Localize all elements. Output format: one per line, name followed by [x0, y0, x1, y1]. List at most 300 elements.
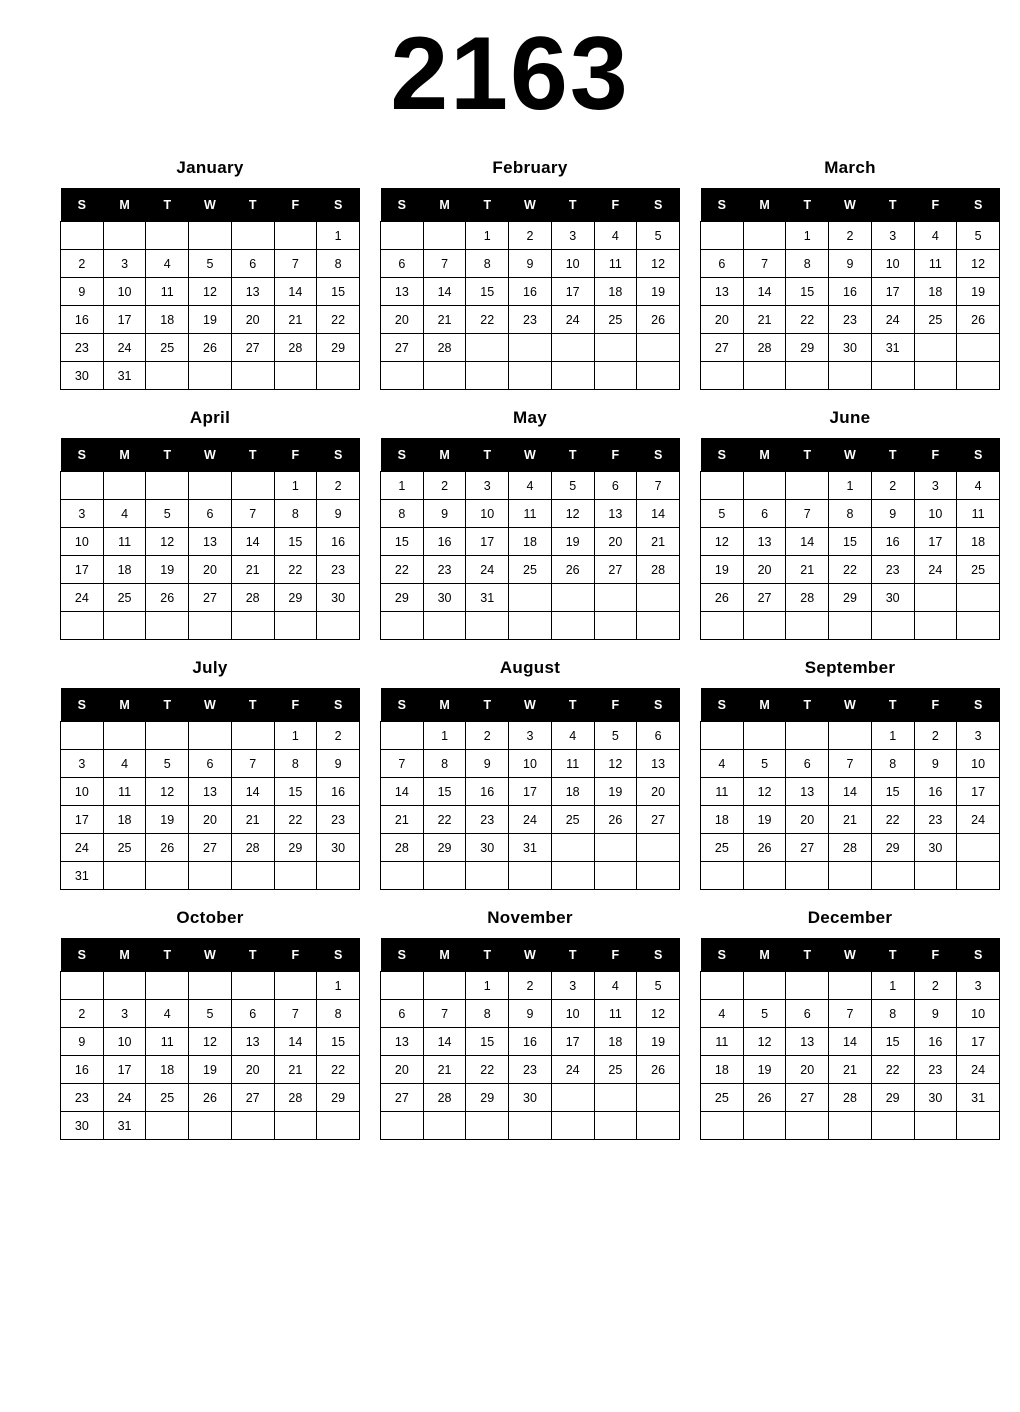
day-cell[interactable]: 17	[551, 1028, 594, 1056]
day-cell[interactable]: 16	[466, 778, 509, 806]
day-cell[interactable]: 11	[701, 778, 744, 806]
day-cell[interactable]: 14	[743, 278, 786, 306]
day-cell[interactable]: 3	[957, 722, 1000, 750]
day-cell[interactable]: 18	[914, 278, 957, 306]
day-cell[interactable]: 21	[743, 306, 786, 334]
day-cell[interactable]: 31	[103, 362, 146, 390]
day-cell[interactable]: 18	[551, 778, 594, 806]
day-cell[interactable]: 26	[637, 1056, 680, 1084]
day-cell[interactable]: 31	[871, 334, 914, 362]
day-cell[interactable]: 24	[871, 306, 914, 334]
day-cell[interactable]: 8	[317, 1000, 360, 1028]
day-cell[interactable]: 30	[423, 584, 466, 612]
day-cell[interactable]: 14	[423, 278, 466, 306]
day-cell[interactable]: 17	[957, 778, 1000, 806]
day-cell[interactable]: 8	[466, 1000, 509, 1028]
day-cell[interactable]: 3	[466, 472, 509, 500]
day-cell[interactable]: 30	[509, 1084, 552, 1112]
day-cell[interactable]: 15	[829, 528, 872, 556]
day-cell[interactable]: 6	[189, 500, 232, 528]
day-cell[interactable]: 24	[103, 334, 146, 362]
day-cell[interactable]: 14	[381, 778, 424, 806]
day-cell[interactable]: 17	[509, 778, 552, 806]
day-cell[interactable]: 14	[829, 778, 872, 806]
day-cell[interactable]: 7	[423, 250, 466, 278]
day-cell[interactable]: 20	[594, 528, 637, 556]
day-cell[interactable]: 20	[381, 306, 424, 334]
day-cell[interactable]: 26	[146, 834, 189, 862]
day-cell[interactable]: 4	[701, 750, 744, 778]
day-cell[interactable]: 19	[637, 1028, 680, 1056]
day-cell[interactable]: 11	[957, 500, 1000, 528]
day-cell[interactable]: 28	[786, 584, 829, 612]
day-cell[interactable]: 15	[423, 778, 466, 806]
day-cell[interactable]: 28	[231, 834, 274, 862]
day-cell[interactable]: 29	[274, 584, 317, 612]
day-cell[interactable]: 19	[743, 806, 786, 834]
day-cell[interactable]: 20	[701, 306, 744, 334]
day-cell[interactable]: 27	[189, 834, 232, 862]
day-cell[interactable]: 7	[231, 750, 274, 778]
day-cell[interactable]: 17	[914, 528, 957, 556]
day-cell[interactable]: 4	[701, 1000, 744, 1028]
day-cell[interactable]: 28	[637, 556, 680, 584]
day-cell[interactable]: 29	[423, 834, 466, 862]
day-cell[interactable]: 19	[189, 1056, 232, 1084]
day-cell[interactable]: 28	[423, 334, 466, 362]
day-cell[interactable]: 25	[103, 584, 146, 612]
day-cell[interactable]: 23	[829, 306, 872, 334]
day-cell[interactable]: 20	[743, 556, 786, 584]
day-cell[interactable]: 28	[829, 834, 872, 862]
day-cell[interactable]: 6	[637, 722, 680, 750]
day-cell[interactable]: 28	[829, 1084, 872, 1112]
day-cell[interactable]: 18	[103, 556, 146, 584]
day-cell[interactable]: 27	[381, 334, 424, 362]
day-cell[interactable]: 11	[103, 528, 146, 556]
day-cell[interactable]: 3	[103, 250, 146, 278]
day-cell[interactable]: 5	[146, 750, 189, 778]
day-cell[interactable]: 22	[466, 306, 509, 334]
day-cell[interactable]: 26	[637, 306, 680, 334]
day-cell[interactable]: 30	[829, 334, 872, 362]
day-cell[interactable]: 10	[61, 528, 104, 556]
day-cell[interactable]: 14	[274, 1028, 317, 1056]
day-cell[interactable]: 7	[231, 500, 274, 528]
day-cell[interactable]: 16	[829, 278, 872, 306]
day-cell[interactable]: 10	[509, 750, 552, 778]
day-cell[interactable]: 24	[957, 806, 1000, 834]
day-cell[interactable]: 29	[381, 584, 424, 612]
day-cell[interactable]: 20	[231, 1056, 274, 1084]
day-cell[interactable]: 26	[189, 334, 232, 362]
day-cell[interactable]: 10	[957, 1000, 1000, 1028]
day-cell[interactable]: 24	[551, 1056, 594, 1084]
day-cell[interactable]: 11	[594, 250, 637, 278]
day-cell[interactable]: 24	[551, 306, 594, 334]
day-cell[interactable]: 11	[146, 1028, 189, 1056]
day-cell[interactable]: 21	[786, 556, 829, 584]
day-cell[interactable]: 5	[637, 972, 680, 1000]
day-cell[interactable]: 19	[189, 306, 232, 334]
day-cell[interactable]: 23	[509, 1056, 552, 1084]
day-cell[interactable]: 18	[701, 806, 744, 834]
day-cell[interactable]: 12	[551, 500, 594, 528]
day-cell[interactable]: 5	[743, 750, 786, 778]
day-cell[interactable]: 24	[103, 1084, 146, 1112]
day-cell[interactable]: 3	[871, 222, 914, 250]
day-cell[interactable]: 23	[423, 556, 466, 584]
day-cell[interactable]: 12	[146, 528, 189, 556]
day-cell[interactable]: 22	[786, 306, 829, 334]
day-cell[interactable]: 3	[914, 472, 957, 500]
day-cell[interactable]: 24	[61, 584, 104, 612]
day-cell[interactable]: 31	[957, 1084, 1000, 1112]
day-cell[interactable]: 23	[317, 556, 360, 584]
day-cell[interactable]: 23	[61, 1084, 104, 1112]
day-cell[interactable]: 3	[957, 972, 1000, 1000]
day-cell[interactable]: 12	[957, 250, 1000, 278]
day-cell[interactable]: 19	[957, 278, 1000, 306]
day-cell[interactable]: 18	[594, 278, 637, 306]
day-cell[interactable]: 18	[594, 1028, 637, 1056]
day-cell[interactable]: 25	[146, 334, 189, 362]
day-cell[interactable]: 27	[786, 834, 829, 862]
day-cell[interactable]: 30	[317, 834, 360, 862]
day-cell[interactable]: 8	[786, 250, 829, 278]
day-cell[interactable]: 30	[61, 1112, 104, 1140]
day-cell[interactable]: 21	[829, 1056, 872, 1084]
day-cell[interactable]: 9	[509, 1000, 552, 1028]
day-cell[interactable]: 17	[551, 278, 594, 306]
day-cell[interactable]: 22	[317, 1056, 360, 1084]
day-cell[interactable]: 13	[231, 1028, 274, 1056]
day-cell[interactable]: 22	[423, 806, 466, 834]
day-cell[interactable]: 28	[231, 584, 274, 612]
day-cell[interactable]: 21	[423, 306, 466, 334]
day-cell[interactable]: 13	[743, 528, 786, 556]
day-cell[interactable]: 6	[381, 250, 424, 278]
day-cell[interactable]: 1	[381, 472, 424, 500]
day-cell[interactable]: 3	[61, 500, 104, 528]
day-cell[interactable]: 9	[829, 250, 872, 278]
day-cell[interactable]: 13	[189, 528, 232, 556]
day-cell[interactable]: 19	[637, 278, 680, 306]
day-cell[interactable]: 22	[871, 1056, 914, 1084]
day-cell[interactable]: 1	[871, 972, 914, 1000]
day-cell[interactable]: 23	[509, 306, 552, 334]
day-cell[interactable]: 11	[509, 500, 552, 528]
day-cell[interactable]: 2	[317, 722, 360, 750]
day-cell[interactable]: 14	[786, 528, 829, 556]
day-cell[interactable]: 13	[701, 278, 744, 306]
day-cell[interactable]: 27	[637, 806, 680, 834]
day-cell[interactable]: 10	[957, 750, 1000, 778]
day-cell[interactable]: 21	[231, 556, 274, 584]
day-cell[interactable]: 26	[146, 584, 189, 612]
day-cell[interactable]: 7	[423, 1000, 466, 1028]
day-cell[interactable]: 21	[423, 1056, 466, 1084]
day-cell[interactable]: 9	[509, 250, 552, 278]
day-cell[interactable]: 18	[957, 528, 1000, 556]
day-cell[interactable]: 21	[829, 806, 872, 834]
day-cell[interactable]: 14	[423, 1028, 466, 1056]
day-cell[interactable]: 20	[189, 806, 232, 834]
day-cell[interactable]: 10	[551, 1000, 594, 1028]
day-cell[interactable]: 4	[594, 972, 637, 1000]
day-cell[interactable]: 4	[146, 1000, 189, 1028]
day-cell[interactable]: 15	[317, 278, 360, 306]
day-cell[interactable]: 18	[146, 306, 189, 334]
day-cell[interactable]: 16	[871, 528, 914, 556]
day-cell[interactable]: 29	[466, 1084, 509, 1112]
day-cell[interactable]: 23	[914, 806, 957, 834]
day-cell[interactable]: 22	[466, 1056, 509, 1084]
day-cell[interactable]: 6	[743, 500, 786, 528]
day-cell[interactable]: 22	[829, 556, 872, 584]
day-cell[interactable]: 9	[61, 1028, 104, 1056]
day-cell[interactable]: 25	[701, 1084, 744, 1112]
day-cell[interactable]: 29	[871, 1084, 914, 1112]
day-cell[interactable]: 3	[61, 750, 104, 778]
day-cell[interactable]: 30	[914, 834, 957, 862]
day-cell[interactable]: 25	[551, 806, 594, 834]
day-cell[interactable]: 13	[594, 500, 637, 528]
day-cell[interactable]: 11	[103, 778, 146, 806]
day-cell[interactable]: 16	[61, 1056, 104, 1084]
day-cell[interactable]: 19	[743, 1056, 786, 1084]
day-cell[interactable]: 14	[829, 1028, 872, 1056]
day-cell[interactable]: 19	[701, 556, 744, 584]
day-cell[interactable]: 21	[274, 306, 317, 334]
day-cell[interactable]: 27	[231, 1084, 274, 1112]
day-cell[interactable]: 24	[61, 834, 104, 862]
day-cell[interactable]: 22	[871, 806, 914, 834]
day-cell[interactable]: 1	[423, 722, 466, 750]
day-cell[interactable]: 2	[423, 472, 466, 500]
day-cell[interactable]: 11	[914, 250, 957, 278]
day-cell[interactable]: 21	[637, 528, 680, 556]
day-cell[interactable]: 17	[61, 806, 104, 834]
day-cell[interactable]: 8	[381, 500, 424, 528]
day-cell[interactable]: 4	[594, 222, 637, 250]
day-cell[interactable]: 13	[231, 278, 274, 306]
day-cell[interactable]: 27	[189, 584, 232, 612]
day-cell[interactable]: 5	[957, 222, 1000, 250]
day-cell[interactable]: 4	[551, 722, 594, 750]
day-cell[interactable]: 1	[317, 222, 360, 250]
day-cell[interactable]: 16	[914, 778, 957, 806]
day-cell[interactable]: 2	[509, 972, 552, 1000]
day-cell[interactable]: 10	[871, 250, 914, 278]
day-cell[interactable]: 26	[551, 556, 594, 584]
day-cell[interactable]: 26	[743, 1084, 786, 1112]
day-cell[interactable]: 12	[743, 1028, 786, 1056]
day-cell[interactable]: 27	[231, 334, 274, 362]
day-cell[interactable]: 30	[466, 834, 509, 862]
day-cell[interactable]: 4	[103, 750, 146, 778]
day-cell[interactable]: 11	[701, 1028, 744, 1056]
day-cell[interactable]: 14	[231, 778, 274, 806]
day-cell[interactable]: 29	[786, 334, 829, 362]
day-cell[interactable]: 13	[381, 278, 424, 306]
day-cell[interactable]: 12	[637, 250, 680, 278]
day-cell[interactable]: 5	[637, 222, 680, 250]
day-cell[interactable]: 25	[509, 556, 552, 584]
day-cell[interactable]: 23	[914, 1056, 957, 1084]
day-cell[interactable]: 3	[509, 722, 552, 750]
day-cell[interactable]: 7	[786, 500, 829, 528]
day-cell[interactable]: 8	[871, 750, 914, 778]
day-cell[interactable]: 16	[914, 1028, 957, 1056]
day-cell[interactable]: 2	[871, 472, 914, 500]
day-cell[interactable]: 27	[594, 556, 637, 584]
day-cell[interactable]: 2	[317, 472, 360, 500]
day-cell[interactable]: 28	[274, 1084, 317, 1112]
day-cell[interactable]: 8	[274, 750, 317, 778]
day-cell[interactable]: 1	[317, 972, 360, 1000]
day-cell[interactable]: 9	[466, 750, 509, 778]
day-cell[interactable]: 6	[701, 250, 744, 278]
day-cell[interactable]: 15	[871, 1028, 914, 1056]
day-cell[interactable]: 12	[146, 778, 189, 806]
day-cell[interactable]: 13	[786, 778, 829, 806]
day-cell[interactable]: 22	[274, 806, 317, 834]
day-cell[interactable]: 16	[317, 778, 360, 806]
day-cell[interactable]: 19	[146, 806, 189, 834]
day-cell[interactable]: 1	[274, 722, 317, 750]
day-cell[interactable]: 6	[381, 1000, 424, 1028]
day-cell[interactable]: 4	[957, 472, 1000, 500]
day-cell[interactable]: 27	[743, 584, 786, 612]
day-cell[interactable]: 7	[637, 472, 680, 500]
day-cell[interactable]: 10	[914, 500, 957, 528]
day-cell[interactable]: 7	[743, 250, 786, 278]
day-cell[interactable]: 10	[466, 500, 509, 528]
day-cell[interactable]: 9	[871, 500, 914, 528]
day-cell[interactable]: 1	[829, 472, 872, 500]
day-cell[interactable]: 28	[274, 334, 317, 362]
day-cell[interactable]: 3	[551, 222, 594, 250]
day-cell[interactable]: 16	[509, 278, 552, 306]
day-cell[interactable]: 1	[466, 972, 509, 1000]
day-cell[interactable]: 9	[317, 500, 360, 528]
day-cell[interactable]: 29	[871, 834, 914, 862]
day-cell[interactable]: 12	[743, 778, 786, 806]
day-cell[interactable]: 6	[786, 750, 829, 778]
day-cell[interactable]: 10	[103, 1028, 146, 1056]
day-cell[interactable]: 25	[103, 834, 146, 862]
day-cell[interactable]: 22	[274, 556, 317, 584]
day-cell[interactable]: 11	[551, 750, 594, 778]
day-cell[interactable]: 9	[317, 750, 360, 778]
day-cell[interactable]: 15	[786, 278, 829, 306]
day-cell[interactable]: 22	[381, 556, 424, 584]
day-cell[interactable]: 6	[231, 1000, 274, 1028]
day-cell[interactable]: 23	[317, 806, 360, 834]
day-cell[interactable]: 9	[914, 750, 957, 778]
day-cell[interactable]: 26	[701, 584, 744, 612]
day-cell[interactable]: 4	[509, 472, 552, 500]
day-cell[interactable]: 27	[701, 334, 744, 362]
day-cell[interactable]: 2	[914, 722, 957, 750]
day-cell[interactable]: 16	[423, 528, 466, 556]
day-cell[interactable]: 23	[61, 334, 104, 362]
day-cell[interactable]: 15	[274, 778, 317, 806]
day-cell[interactable]: 10	[103, 278, 146, 306]
day-cell[interactable]: 4	[103, 500, 146, 528]
day-cell[interactable]: 8	[466, 250, 509, 278]
day-cell[interactable]: 13	[786, 1028, 829, 1056]
day-cell[interactable]: 25	[957, 556, 1000, 584]
day-cell[interactable]: 2	[466, 722, 509, 750]
day-cell[interactable]: 17	[957, 1028, 1000, 1056]
day-cell[interactable]: 26	[594, 806, 637, 834]
day-cell[interactable]: 13	[189, 778, 232, 806]
day-cell[interactable]: 15	[871, 778, 914, 806]
day-cell[interactable]: 31	[466, 584, 509, 612]
day-cell[interactable]: 19	[146, 556, 189, 584]
day-cell[interactable]: 24	[509, 806, 552, 834]
day-cell[interactable]: 24	[914, 556, 957, 584]
day-cell[interactable]: 28	[381, 834, 424, 862]
day-cell[interactable]: 29	[317, 334, 360, 362]
day-cell[interactable]: 17	[871, 278, 914, 306]
day-cell[interactable]: 7	[381, 750, 424, 778]
day-cell[interactable]: 21	[231, 806, 274, 834]
day-cell[interactable]: 11	[594, 1000, 637, 1028]
day-cell[interactable]: 25	[914, 306, 957, 334]
day-cell[interactable]: 15	[317, 1028, 360, 1056]
day-cell[interactable]: 6	[786, 1000, 829, 1028]
day-cell[interactable]: 5	[189, 1000, 232, 1028]
day-cell[interactable]: 12	[701, 528, 744, 556]
day-cell[interactable]: 22	[317, 306, 360, 334]
day-cell[interactable]: 15	[466, 1028, 509, 1056]
day-cell[interactable]: 26	[189, 1084, 232, 1112]
day-cell[interactable]: 17	[61, 556, 104, 584]
day-cell[interactable]: 12	[637, 1000, 680, 1028]
day-cell[interactable]: 7	[829, 750, 872, 778]
day-cell[interactable]: 20	[786, 1056, 829, 1084]
day-cell[interactable]: 21	[274, 1056, 317, 1084]
day-cell[interactable]: 30	[914, 1084, 957, 1112]
day-cell[interactable]: 6	[594, 472, 637, 500]
day-cell[interactable]: 6	[189, 750, 232, 778]
day-cell[interactable]: 17	[103, 1056, 146, 1084]
day-cell[interactable]: 20	[231, 306, 274, 334]
day-cell[interactable]: 4	[146, 250, 189, 278]
day-cell[interactable]: 3	[103, 1000, 146, 1028]
day-cell[interactable]: 7	[274, 250, 317, 278]
day-cell[interactable]: 5	[146, 500, 189, 528]
day-cell[interactable]: 13	[381, 1028, 424, 1056]
day-cell[interactable]: 18	[103, 806, 146, 834]
day-cell[interactable]: 25	[594, 1056, 637, 1084]
day-cell[interactable]: 14	[274, 278, 317, 306]
day-cell[interactable]: 2	[61, 1000, 104, 1028]
day-cell[interactable]: 20	[381, 1056, 424, 1084]
day-cell[interactable]: 30	[61, 362, 104, 390]
day-cell[interactable]: 4	[914, 222, 957, 250]
day-cell[interactable]: 26	[743, 834, 786, 862]
day-cell[interactable]: 29	[317, 1084, 360, 1112]
day-cell[interactable]: 29	[274, 834, 317, 862]
day-cell[interactable]: 1	[786, 222, 829, 250]
day-cell[interactable]: 23	[466, 806, 509, 834]
day-cell[interactable]: 23	[871, 556, 914, 584]
day-cell[interactable]: 15	[381, 528, 424, 556]
